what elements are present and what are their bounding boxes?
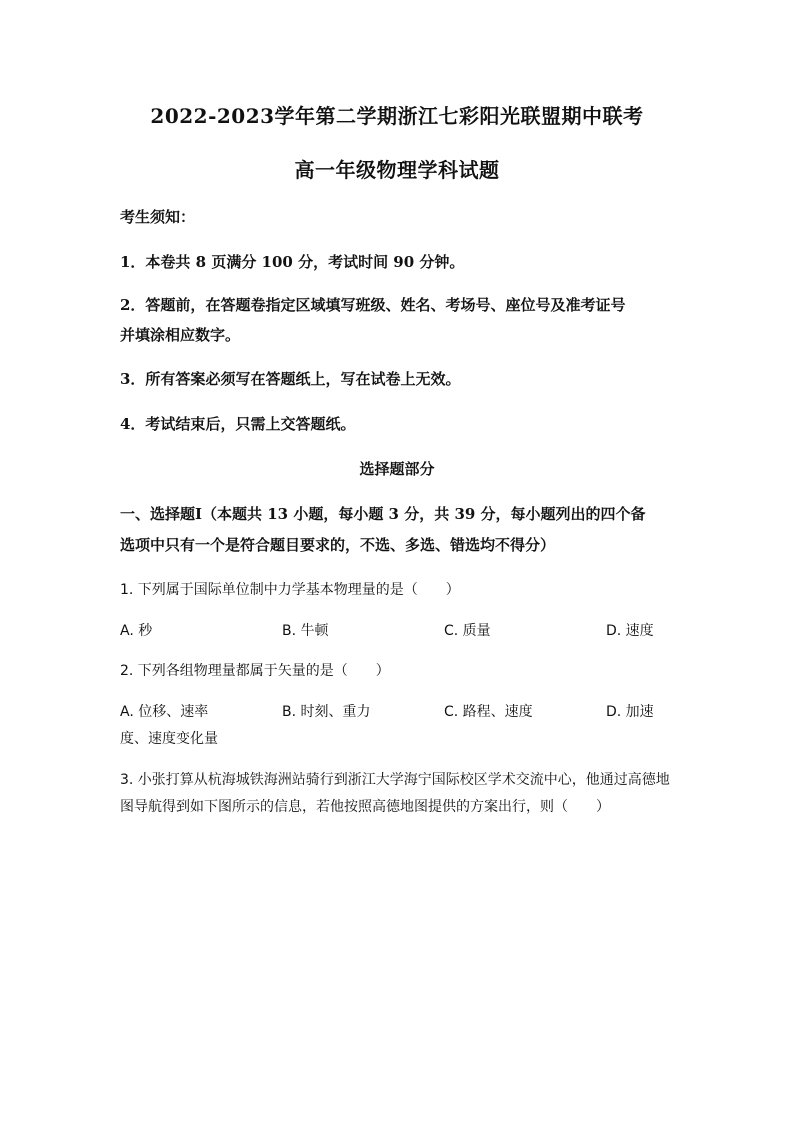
notice-item-1: 1．本卷共 8 页满分 100 分，考试时间 90 分钟。 [120, 253, 465, 271]
part-heading: 一、选择题Ⅰ（本题共 13 小题，每小题 3 分，共 39 分，每小题列出的四个备 [120, 505, 646, 523]
section-title: 选择题部分 [359, 460, 435, 478]
question-2-option-d: D. 加速 [606, 704, 654, 720]
question-1-option-d: D. 速度 [606, 623, 654, 639]
question-3-stem-cont: 图导航得到如下图所示的信息，若他按照高德地图提供的方案出行，则（ ） [120, 799, 610, 815]
question-3-stem: 3. 小张打算从杭海城铁海洲站骑行到浙江大学海宁国际校区学术交流中心，他通过高德地 [120, 772, 670, 788]
question-2-option-a: A. 位移、速率 [120, 704, 209, 720]
question-2-option-d-wrap: 度、速度变化量 [120, 731, 218, 747]
question-1-option-c: C. 质量 [444, 623, 491, 639]
question-2-stem: 2. 下列各组物理量都属于矢量的是（ ） [120, 663, 390, 679]
question-2-option-c: C. 路程、速度 [444, 704, 533, 720]
question-1-option-a: A. 秒 [120, 623, 153, 639]
part-heading-cont: 选项中只有一个是符合题目要求的，不选、多选、错选均不得分） [120, 536, 556, 554]
exam-title: 2022-2023学年第二学期浙江七彩阳光联盟期中联考 [150, 104, 644, 128]
notice-item-2: 2．答题前，在答题卷指定区域填写班级、姓名、考场号、座位号及准考证号 [120, 296, 626, 314]
notice-heading: 考生须知： [120, 208, 196, 226]
question-1-option-b: B. 牛顿 [282, 623, 329, 639]
notice-item-3: 3．所有答案必须写在答题纸上，写在试卷上无效。 [120, 370, 461, 388]
question-2-option-b: B. 时刻、重力 [282, 704, 371, 720]
notice-item-2-cont: 并填涂相应数字。 [120, 326, 241, 344]
exam-subtitle: 高一年级物理学科试题 [294, 158, 500, 182]
notice-item-4: 4．考试结束后，只需上交答题纸。 [120, 415, 356, 433]
question-1-stem: 1. 下列属于国际单位制中力学基本物理量的是（ ） [120, 582, 460, 598]
